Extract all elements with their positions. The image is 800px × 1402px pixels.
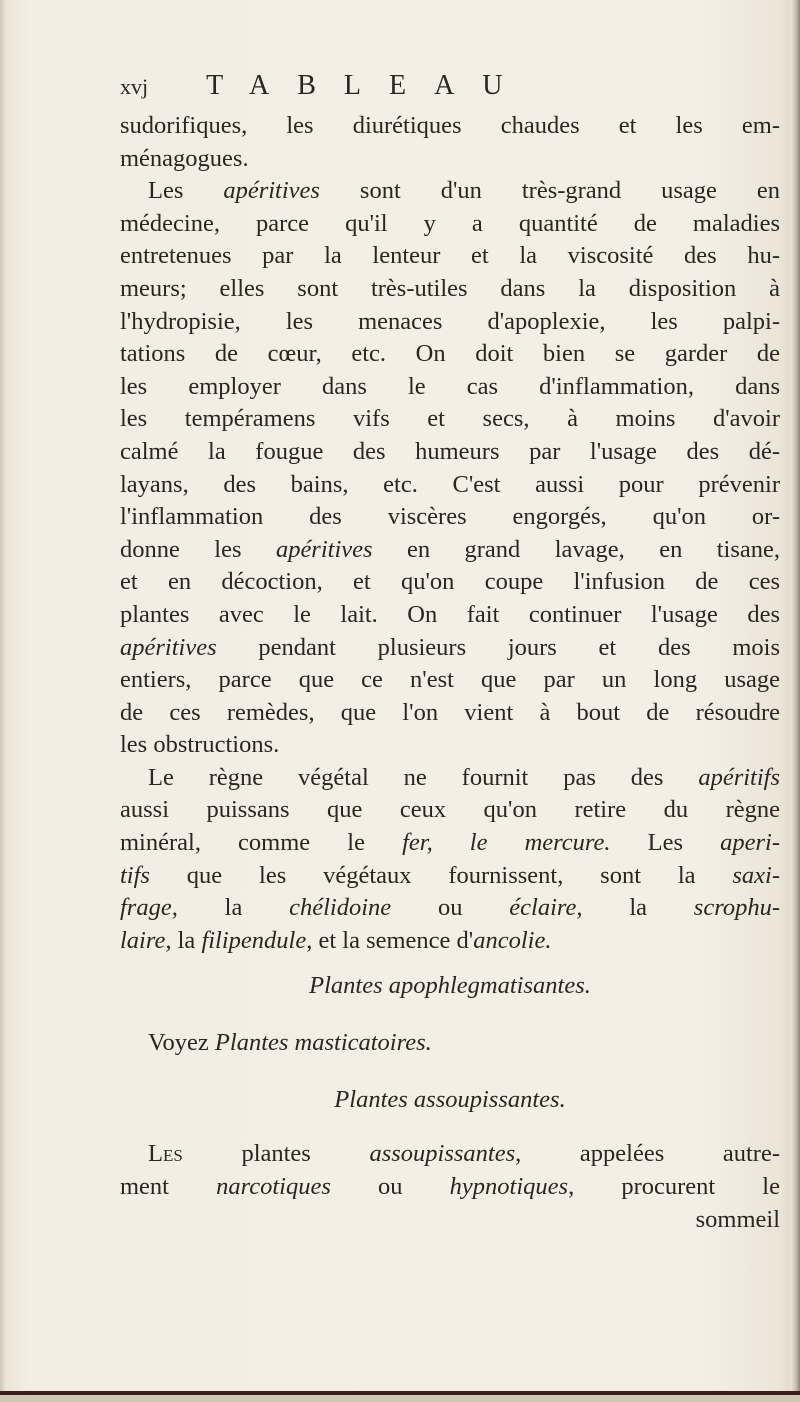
italic-term: filipendule [201, 926, 307, 954]
text-run: plantes [182, 1140, 370, 1168]
text-run: que les végétaux fournissent, sont la [149, 861, 733, 889]
italic-term: ancolie. [473, 926, 552, 954]
text-line [120, 892, 780, 925]
folio: xvj [120, 74, 149, 99]
text-run: sont d'un très-grand usage en [319, 177, 781, 205]
text-line: et en décoction, et qu'on coupe l'infusion de ces [120, 568, 780, 596]
text-line: l'inflammation des viscères engorgés, qu'on or- [120, 503, 780, 531]
italic-term: saxi- [732, 861, 780, 889]
text-line: de ces remèdes, que l'on vient à bout de résoudre [120, 698, 780, 726]
cross-reference [120, 1014, 780, 1071]
italic-term: tifs [120, 861, 150, 889]
page-text [120, 70, 780, 1236]
text-line [120, 1171, 780, 1204]
catchword: sommeil [695, 1205, 780, 1233]
italic-term: aperi- [720, 829, 781, 857]
text-line [120, 632, 780, 665]
italic-term: scrophu- [693, 894, 780, 922]
text-run: la [582, 894, 694, 922]
italic-term: fer, le mercure. [402, 829, 611, 857]
text-line: layans, des bains, etc. C'est aussi pour prévenir [120, 470, 780, 498]
text-run: pendant plusieurs jours et des mois [216, 633, 780, 661]
text-run: Voyez [148, 1029, 215, 1057]
text-line: les obstructions. [120, 731, 280, 759]
italic-term: laire, [120, 926, 172, 954]
text-line: entretenues par la lenteur et la viscosité des hu- [120, 242, 780, 270]
text-line [120, 534, 780, 567]
text-line: calmé la fougue des humeurs par l'usage des dé- [120, 437, 780, 465]
text-line: aussi puissans que ceux qu'on retire du règne [120, 796, 780, 824]
text-run: la [177, 894, 290, 922]
text-run: donne les [120, 535, 276, 563]
italic-term: narcotiques [216, 1173, 331, 1201]
text-line: tations de cœur, etc. On doit bien se garder de [120, 340, 780, 368]
italic-term: apéritives [275, 535, 373, 563]
section-heading: Plantes assoupissantes. [334, 1086, 566, 1114]
text-line [120, 1138, 780, 1171]
text-line: médecine, parce qu'il y a quantité de maladies [120, 209, 780, 237]
text-run: la [171, 926, 202, 954]
text-line: l'hydropisie, les menaces d'apoplexie, les palpi- [120, 307, 780, 335]
page-gutter-edge [0, 0, 6, 1402]
italic-term: hypnotiques [449, 1173, 569, 1201]
text-line [120, 175, 780, 208]
text-run: minéral, comme le [120, 829, 403, 857]
text-run: Les [148, 177, 224, 205]
section-heading: Plantes apophlegmatisantes. [309, 972, 591, 1000]
text-line: les tempéramens vifs et secs, à moins d'avoir [120, 405, 780, 433]
italic-term: apéritives [120, 633, 217, 661]
text-line [120, 827, 780, 860]
text-line: les employer dans le cas d'inflammation, dans [120, 372, 780, 400]
running-title: TABLEAU [206, 70, 531, 101]
text-run: Le règne végétal ne fournit pas des [148, 763, 699, 791]
italic-term: assoupissantes [369, 1140, 516, 1168]
italic-term: Plantes masticatoires. [214, 1029, 432, 1057]
italic-term: apéritifs [698, 763, 780, 791]
italic-term: frage, [120, 894, 178, 922]
text-run: , et la semence d' [306, 926, 474, 954]
text-line [120, 762, 780, 795]
spacer [120, 1128, 780, 1138]
page-fore-edge [790, 0, 800, 1402]
small-caps-run: Les [148, 1140, 183, 1168]
text-run: ou [330, 1173, 450, 1201]
text-run: , procurent le [568, 1173, 780, 1201]
text-line: plantes avec le lait. On fait continuer l'usage des [120, 600, 780, 628]
text-line: entiers, parce que ce n'est que par un long usage [120, 666, 780, 694]
text-run: en grand lavage, en tisane, [372, 535, 781, 563]
page-bottom-edge [0, 1395, 800, 1402]
text-run: ou [391, 894, 510, 922]
text-run: ment [120, 1173, 217, 1201]
text-line: meurs; elles sont très-utiles dans la disposition à [120, 274, 780, 302]
text-line: sudorifiques, les diurétiques chaudes et les em- [120, 112, 780, 139]
text-run: , appelées autre- [515, 1140, 780, 1168]
page-header [120, 70, 780, 110]
text-line: ménagogues. [120, 144, 249, 172]
text-line [120, 860, 780, 893]
italic-term: chélidoine [289, 894, 392, 922]
text-run: Les [610, 829, 721, 857]
italic-term: éclaire, [509, 894, 583, 922]
text-line [120, 925, 780, 958]
italic-term: apéritives [223, 177, 320, 205]
